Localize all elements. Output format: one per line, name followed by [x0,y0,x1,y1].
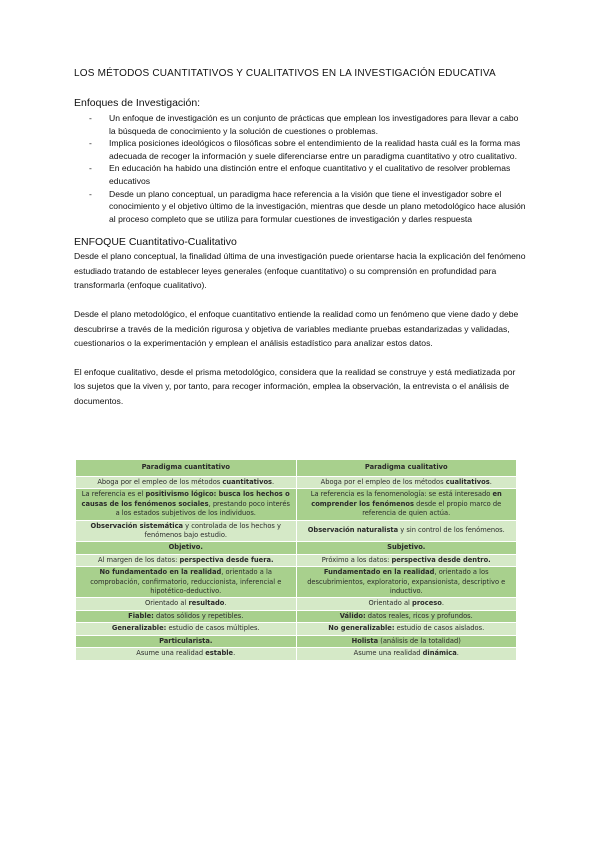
table-row [76,489,516,520]
table-cell: Asume una realidad estable. [76,648,296,660]
bullet-list [74,112,526,225]
paragraph: Desde el plano conceptual, la finalidad última de una investigación puede orientarse hacia la explicación del fenómeno estudiado tratando de establecer leyes generales (enfoque cuantitativo) o su comprensión en profundidad para transformarla (enfoque cualitativo). [74,251,526,290]
table-row [76,554,516,566]
table-cell: Al margen de los datos: perspectiva desde fuera. [76,554,296,566]
table-row [76,520,516,542]
comparison-table [76,460,516,661]
table-cell: Fundamentado en la realidad, orientado a los descubrimientos, exploratorio, expansionista, descriptivo e inductivo. [296,567,516,598]
section-heading-cuanti-cuali: ENFOQUE Cuantitativo-Cualitativo [74,236,237,249]
table-row [76,542,516,554]
table-cell: Fiable: datos sólidos y repetibles. [76,610,296,622]
paragraph: Desde el plano metodológico, el enfoque cuantitativo entiende la realidad como un fenómeno que viene dado y debe descubrirse a través de la medición rigurosa y objetiva de variables mediante pruebas estandarizadas y validadas, cuestionarios o la experimentación y emplean el análisis estadístico para analizar estos datos. [74,309,519,348]
table-cell: Próximo a los datos: perspectiva desde dentro. [296,554,516,566]
table-cell: Orientado al proceso. [296,598,516,610]
table-row [76,623,516,635]
list-item: - Desde un plano conceptual, un paradigma hace referencia a la visión que tiene el investigador sobre el conocimiento y el objetivo último de la investigación, mientras que desde un plano metodológico hace alusión al proceso completo que se utiliza para formular cuestiones de investigación y darles respuesta [74,188,526,226]
table-row [76,610,516,622]
table-cell: Observación naturalista y sin control de los fenómenos. [296,520,516,542]
list-item: - Un enfoque de investigación es un conjunto de prácticas que emplean los investigadores para llevar a cabo la búsqueda de conocimiento y la solución de cuestiones o problemas. [74,112,526,137]
table-cell: Aboga por el empleo de los métodos cualitativos. [296,477,516,489]
list-item: - Implica posiciones ideológicos o filosóficas sobre el entendimiento de la realidad hasta cuál es la forma mas adecuada de recoger la información y suele diferenciarse entre un paradigma cuantitativo y otro cualitativo. [74,137,526,162]
table-row [76,635,516,647]
table-header-row [76,460,516,477]
table-row [76,477,516,489]
table-cell: Asume una realidad dinámica. [296,648,516,660]
table-cell: Generalizable: estudio de casos múltiples. [76,623,296,635]
table-cell: Observación sistemática y controlada de los hechos y fenómenos bajo estudio. [76,520,296,542]
table-row [76,567,516,598]
table-cell: No generalizable: estudio de casos aislados. [296,623,516,635]
page-title: LOS MÉTODOS CUANTITATIVOS Y CUALITATIVOS EN LA INVESTIGACIÓN EDUCATIVA [74,68,496,79]
paragraph: El enfoque cualitativo, desde el prisma metodológico, considera que la realidad se construye y está mediatizada por los sujetos que la viven y, por tanto, para recoger información, emplea la observación, la entrevista o el análisis de documentos. [74,367,516,406]
table-cell: Objetivo. [76,542,296,554]
table-cell: Subjetivo. [296,542,516,554]
table-cell: La referencia es la fenomenología: se está interesado en comprender los fenómenos desde el propio marco de referencia de quien actúa. [296,489,516,520]
section-heading-enfoques: Enfoques de Investigación: [74,97,201,109]
table-cell: Orientado al resultado. [76,598,296,610]
table-cell: Particularista. [76,635,296,647]
table-cell: Aboga por el empleo de los métodos cuantitativos. [76,477,296,489]
table-cell: Válido: datos reales, ricos y profundos. [296,610,516,622]
table-cell: La referencia es el positivismo lógico: busca los hechos o causas de los fenómenos sociales, prestando poco interés a los estados subjetivos de los individuos. [76,489,296,520]
table-row [76,598,516,610]
table-cell: No fundamentado en la realidad, orientado a la comprobación, confirmatorio, reduccionista, inferencial e hipotético-deductivo. [76,567,296,598]
document-body [74,68,526,423]
table-row [76,648,516,660]
table-header-cell: Paradigma cuantitativo [76,460,296,477]
table-cell: Holista (análisis de la totalidad) [296,635,516,647]
table-header-cell: Paradigma cualitativo [296,460,516,477]
list-item: - En educación ha habido una distinción entre el enfoque cuantitativo y el cualitativo de resolver problemas educativos [74,162,526,187]
